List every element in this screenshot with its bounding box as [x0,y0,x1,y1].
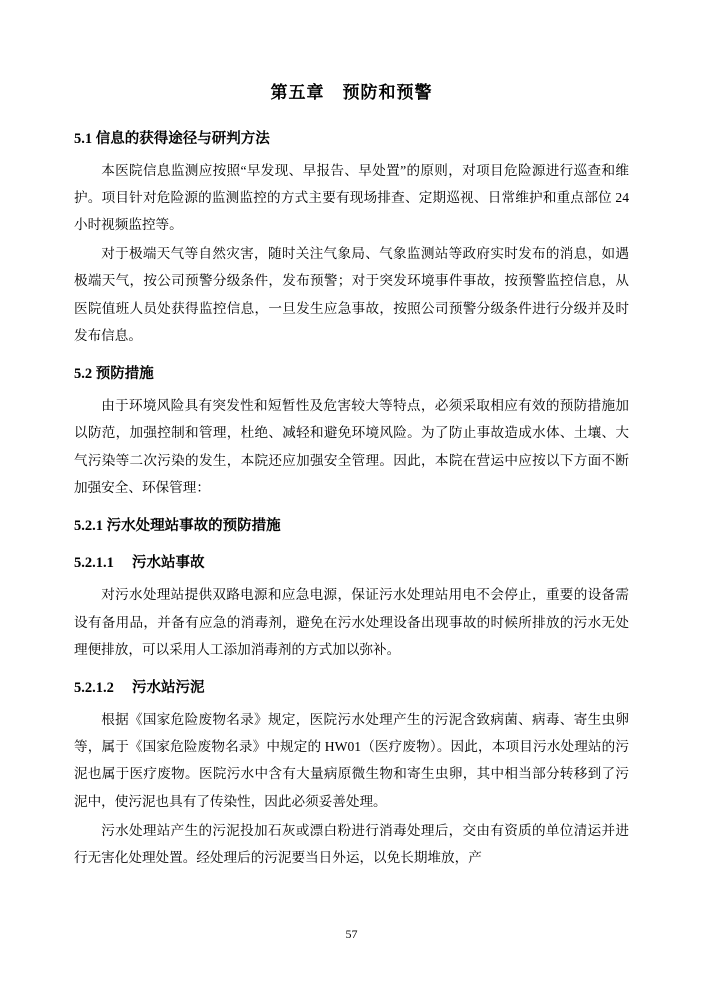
section-title: 污水站污泥 [132,679,205,696]
section-heading-5-2-1-2 [74,677,629,700]
paragraph: 对于极端天气等自然灾害，随时关注气象局、气象监测站等政府实时发布的消息，如遇极端天气，按公司预警分级条件，发布预警；对于突发环境事件事故，按预警监控信息，从医院值班人员处获得监控信息，一旦发生应急事故，按照公司预警分级条件进行分级并及时发布信息。 [74,246,629,343]
section-number: 5.2.1.1 [74,555,114,572]
section-heading-5-2: 5.2 预防措施 [74,366,154,382]
paragraph: 本医院信息监测应按照“早发现、早报告、早处置”的原则，对项目危险源进行巡查和维护。项目针对危险源的监测监控的方式主要有现场排查、定期巡视、日常维护和重点部位 24 小时视频监控等。 [74,162,629,233]
section-number: 5.2.1.2 [74,679,114,696]
paragraph: 根据《国家危险废物名录》规定，医院污水处理产生的污泥含致病菌、病毒、寄生虫卵等，属于《国家危险废物名录》中规定的 HW01（医疗废物）。因此，本项目污水处理站的污泥也属于医疗废物。医院污水中含有大量病原微生物和寄生虫卵，其中相当部分转移到了污泥中，使污泥也具有了传染性，因此必须妥善处理。 [74,712,629,809]
section-heading-5-2-1-1 [74,552,629,575]
section-heading-5-1: 5.1 信息的获得途径与研判方法 [74,130,270,147]
paragraph: 污水处理站产生的污泥投加石灰或漂白粉进行消毒处理后，交由有资质的单位清运并进行无害化处理处置。经处理后的污泥要当日外运，以免长期堆放，产 [74,822,629,865]
paragraph: 由于环境风险具有突发性和短暂性及危害较大等特点，必须采取相应有效的预防措施加以防范，加强控制和管理，杜绝、减轻和避免环境风险。为了防止事故造成水体、土壤、大气污染等二次污染的发生，本院还应加强安全管理。因此，本院在营运中应按以下方面不断加强安全、环保管理： [74,398,629,495]
chapter-title: 第五章 预防和预警 [270,83,433,102]
section-heading-5-2-1: 5.2.1 污水处理站事故的预防措施 [74,517,281,534]
section-title: 污水站事故 [132,555,205,572]
paragraph: 对污水处理站提供双路电源和应急电源，保证污水处理站用电不会停止，重要的设备需设有备用品，并备有应急的消毒剂，避免在污水处理设备出现事故的时候所排放的污水无处理便排放，可以采用人工添加消毒剂的方式加以弥补。 [74,587,629,657]
page-number: 57 [345,927,358,941]
